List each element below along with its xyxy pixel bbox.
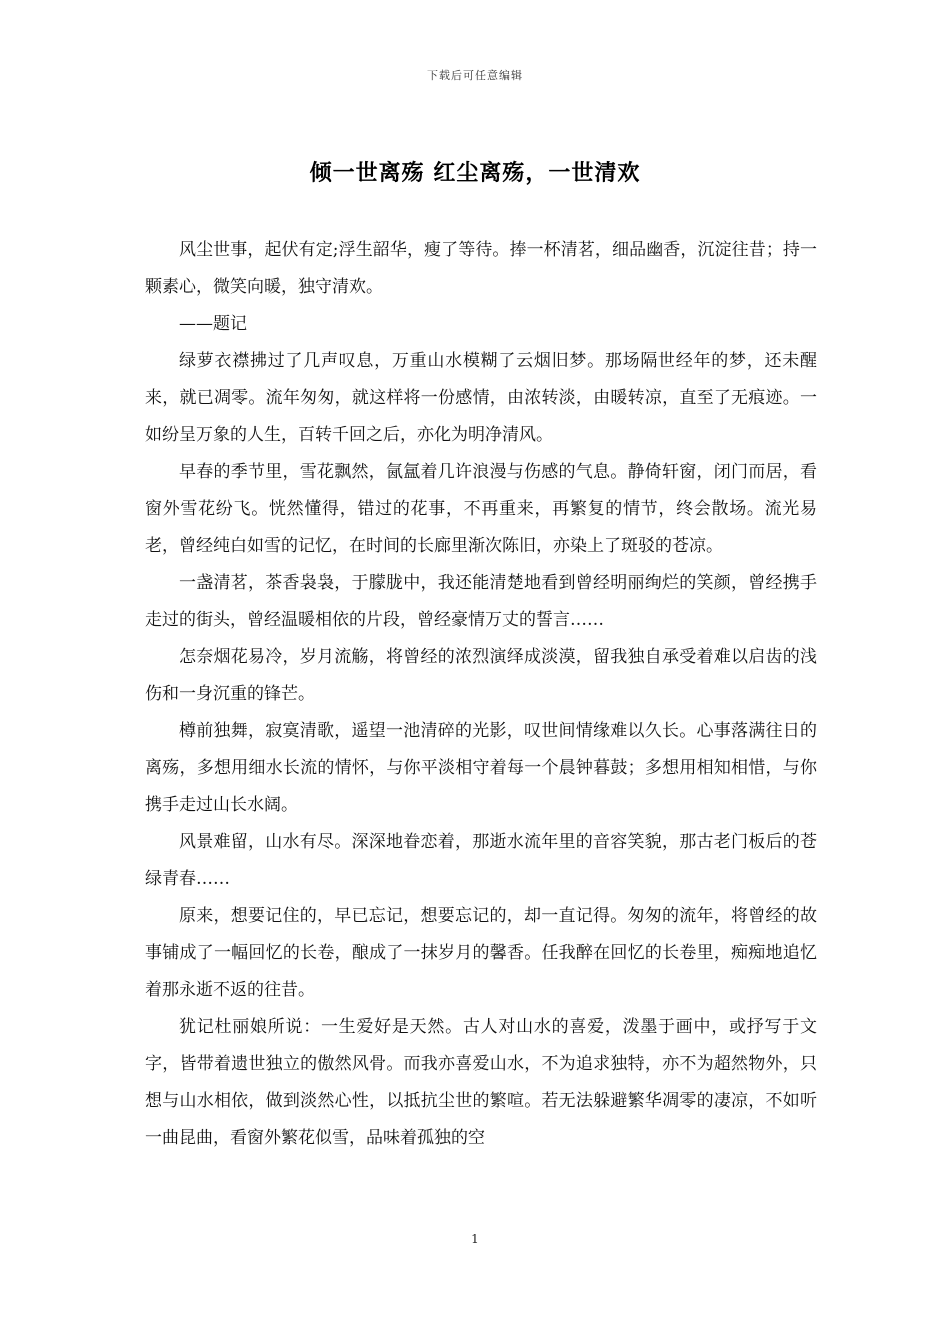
paragraph: 一盏清茗，茶香袅袅，于朦胧中，我还能清楚地看到曾经明丽绚烂的笑颜，曾经携手走过的街头，曾经温暖相依的片段，曾经豪情万丈的誓言……	[145, 573, 817, 630]
paragraph: 风景难留，山水有尽。深深地眷恋着，那逝水流年里的音容笑貌，那古老门板后的苍绿青春……	[145, 832, 817, 889]
body-text	[145, 232, 817, 1157]
paragraph: 樽前独舞，寂寞清歌，遥望一池清碎的光影，叹世间情缘难以久长。心事落满往日的离殇，多想用细水长流的情怀，与你平淡相守着每一个晨钟暮鼓；多想用相知相惜，与你携手走过山长水阔。	[145, 721, 817, 815]
header-note: 下载后可任意编辑	[427, 69, 523, 82]
paragraph: 怎奈烟花易冷，岁月流觞，将曾经的浓烈演绎成淡漠，留我独自承受着难以启齿的浅伤和一身沉重的锋芒。	[145, 647, 817, 704]
paragraph: 风尘世事，起伏有定;浮生韶华，瘦了等待。捧一杯清茗，细品幽香，沉淀往昔；持一颗素心，微笑向暖，独守清欢。	[145, 240, 817, 297]
paragraph: 原来，想要记住的，早已忘记，想要忘记的，却一直记得。匆匆的流年，将曾经的故事铺成了一幅回忆的长卷，酿成了一抹岁月的馨香。任我醉在回忆的长卷里，痴痴地追忆着那永逝不返的往昔。	[145, 906, 817, 1000]
page-number: 1	[471, 1232, 479, 1246]
paragraph: 早春的季节里，雪花飘然，氤氲着几许浪漫与伤感的气息。静倚轩窗，闭门而居，看窗外雪花纷飞。恍然懂得，错过的花事，不再重来，再繁复的情节，终会散场。流光易老，曾经纯白如雪的记忆，在时间的长廊里渐次陈旧，亦染上了斑驳的苍凉。	[145, 462, 817, 556]
paragraph: 犹记杜丽娘所说：一生爱好是天然。古人对山水的喜爱，泼墨于画中，或抒写于文字，皆带着遗世独立的傲然风骨。而我亦喜爱山水，不为追求独特，亦不为超然物外，只想与山水相依，做到淡然心性，以抵抗尘世的繁喧。若无法躲避繁华凋零的凄凉，不如听一曲昆曲，看窗外繁花似雪，品味着孤独的空	[145, 1017, 817, 1148]
paragraph: 绿萝衣襟拂过了几声叹息，万重山水模糊了云烟旧梦。那场隔世经年的梦，还未醒来，就已凋零。流年匆匆，就这样将一份感情，由浓转淡，由暖转凉，直至了无痕迹。一如纷呈万象的人生，百转千回之后，亦化为明净清风。	[145, 351, 817, 445]
paragraph: ——题记	[179, 314, 247, 334]
page-title: 倾一世离殇 红尘离殇，一世清欢	[309, 160, 641, 186]
